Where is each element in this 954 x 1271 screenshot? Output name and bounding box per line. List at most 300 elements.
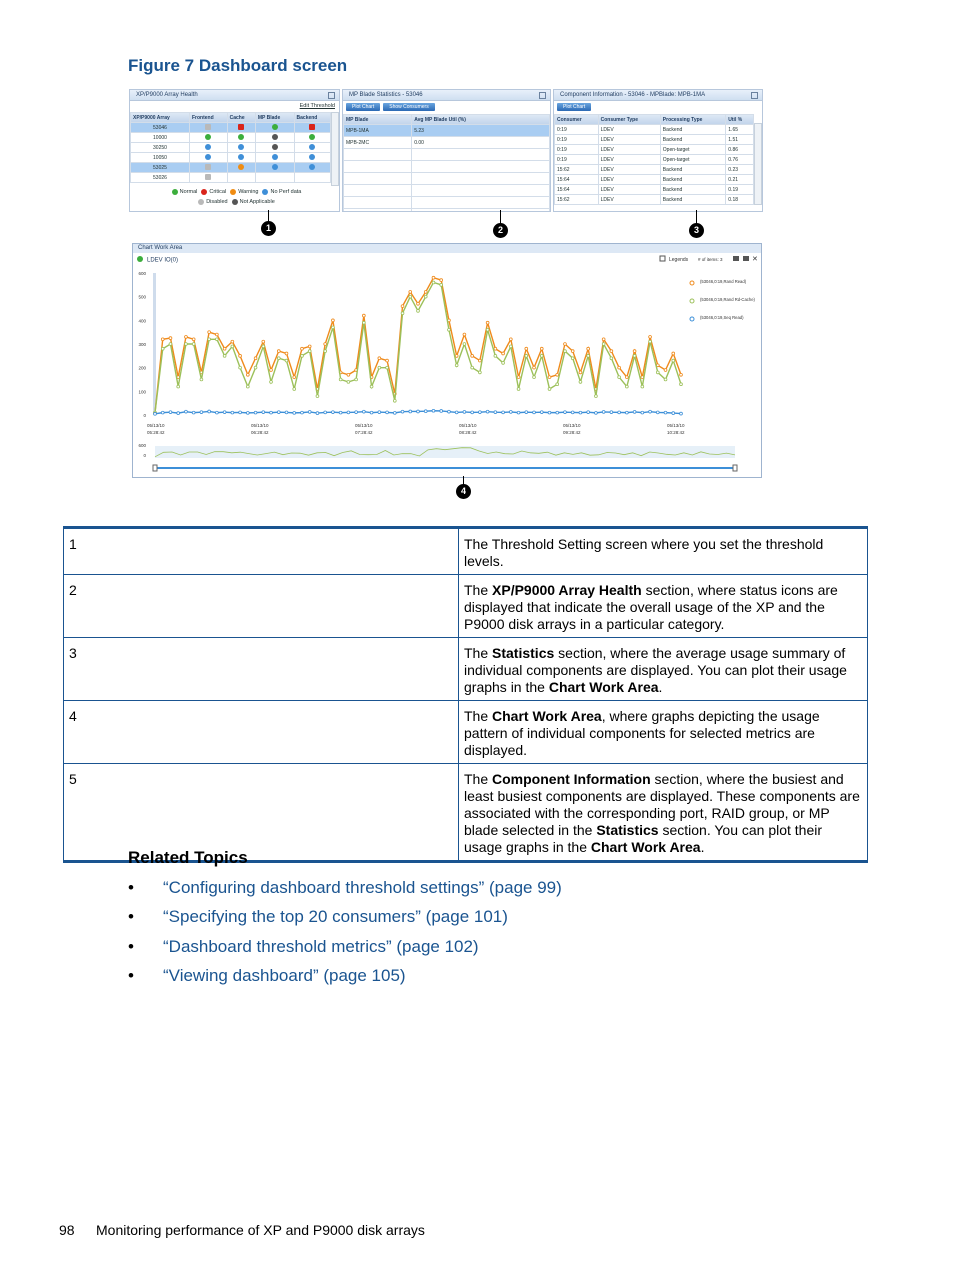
data-point <box>517 376 520 379</box>
status-cell <box>227 123 255 133</box>
legend-text: section. You can plot their usage graphs in the <box>464 822 823 855</box>
disabled-legend-icon <box>198 199 204 205</box>
bullet-icon: • <box>128 878 134 897</box>
data-point <box>540 354 543 357</box>
table-cell <box>344 185 412 197</box>
related-topic-link[interactable]: “Viewing dashboard” (page 105) <box>163 965 406 985</box>
data-point <box>417 410 420 413</box>
legend-number: 4 <box>64 701 459 764</box>
data-point <box>301 347 304 350</box>
noperf-status-icon <box>272 154 278 160</box>
legend-text: . <box>658 679 663 695</box>
items-count: # of items: 3 <box>698 257 723 262</box>
data-point <box>463 333 466 336</box>
component-scrollbar[interactable] <box>754 123 762 205</box>
na-status-icon <box>272 144 278 150</box>
column-header[interactable]: Avg MP Blade Util (%) <box>412 115 550 125</box>
data-point <box>378 366 381 369</box>
column-header[interactable]: Util % <box>726 115 754 125</box>
data-point <box>332 411 335 414</box>
data-point <box>664 369 667 372</box>
data-point <box>564 411 567 414</box>
data-point <box>169 343 172 346</box>
legend-row <box>64 575 868 638</box>
data-point <box>548 376 551 379</box>
data-point <box>649 336 652 339</box>
table-row[interactable] <box>131 123 331 133</box>
data-point <box>409 295 412 298</box>
data-point <box>602 411 605 414</box>
noperf-legend-icon <box>262 189 268 195</box>
table-row[interactable] <box>344 149 550 161</box>
y-tick-label: 600 <box>138 271 146 276</box>
table-row[interactable] <box>555 145 754 155</box>
legend-label: (53046,0:19,Seq Read) <box>700 315 744 320</box>
edit-threshold-link[interactable]: Edit Threshold <box>299 103 335 109</box>
x-tick-time: 06:28:42 <box>251 430 269 435</box>
table-cell <box>412 197 550 209</box>
disabled-status-icon <box>205 164 211 170</box>
related-topic-link[interactable]: “Specifying the top 20 consumers” (page 101) <box>163 907 508 927</box>
callout-2: 2 <box>493 223 508 238</box>
table-cell: 0:19 <box>555 135 599 145</box>
legend-bold-term: Chart Work Area <box>548 679 659 695</box>
print-icon[interactable] <box>743 256 749 261</box>
data-point <box>471 354 474 357</box>
data-point <box>556 383 559 386</box>
x-tick-time: 05:28:42 <box>147 430 165 435</box>
noperf-status-icon <box>238 154 244 160</box>
data-point <box>246 411 249 414</box>
data-point <box>301 354 304 357</box>
status-cell <box>189 173 227 183</box>
data-point <box>177 412 180 415</box>
maximize-icon[interactable] <box>539 92 546 99</box>
data-point <box>649 410 652 413</box>
health-scrollbar[interactable] <box>331 112 339 186</box>
table-row[interactable] <box>131 133 331 143</box>
data-point <box>587 347 590 350</box>
legend-bold-term: XP/P9000 Array Health <box>492 582 642 598</box>
bullet-icon: • <box>128 936 134 956</box>
related-topics-heading: Related Topics <box>128 848 248 867</box>
data-point <box>161 347 164 350</box>
na-status-icon <box>272 134 278 140</box>
data-point <box>270 369 273 372</box>
table-cell: Backend <box>660 165 725 175</box>
column-header[interactable]: MP Blade <box>344 115 412 125</box>
legend-label: (53046,0:19,Rand Rd-Cache) <box>700 297 755 302</box>
data-point <box>262 345 265 348</box>
normal-legend-icon <box>172 189 178 195</box>
data-point <box>246 373 249 376</box>
data-point <box>324 350 327 353</box>
plot-chart-button[interactable]: Plot Chart <box>557 103 591 111</box>
data-point <box>587 411 590 414</box>
status-cell <box>227 173 255 183</box>
data-point <box>301 411 304 414</box>
normal-status-icon <box>238 134 244 140</box>
data-point <box>525 347 528 350</box>
data-point <box>254 411 257 414</box>
data-point <box>664 411 667 414</box>
data-point <box>424 410 427 413</box>
data-point <box>478 359 481 362</box>
table-cell: Backend <box>660 175 725 185</box>
noperf-status-icon <box>205 144 211 150</box>
data-point <box>370 385 373 388</box>
data-point <box>448 410 451 413</box>
table-cell: 15:64 <box>555 185 599 195</box>
data-point <box>177 385 180 388</box>
data-point <box>169 337 172 340</box>
table-cell: LDEV <box>598 135 660 145</box>
data-point <box>463 343 466 346</box>
bullet-icon: • <box>128 907 134 927</box>
data-point <box>223 347 226 350</box>
column-header[interactable]: Consumer <box>555 115 599 125</box>
status-cell <box>227 153 255 163</box>
data-point <box>564 350 567 353</box>
plot-chart-button[interactable]: Plot Chart <box>346 103 380 111</box>
column-header[interactable]: Backend <box>294 113 330 123</box>
table-row[interactable] <box>344 185 550 197</box>
x-tick-time: 10:28:42 <box>667 430 685 435</box>
legend-number: 5 <box>64 764 459 862</box>
data-point <box>378 411 381 414</box>
noperf-status-icon <box>238 144 244 150</box>
data-point <box>641 411 644 414</box>
legend-description <box>459 701 868 764</box>
table-row[interactable] <box>555 165 754 175</box>
data-point <box>409 410 412 413</box>
legend-label: Critical <box>209 189 227 195</box>
data-point <box>618 366 621 369</box>
table-row[interactable] <box>131 163 331 173</box>
data-point <box>401 410 404 413</box>
data-point <box>169 411 172 414</box>
overview-strip <box>155 446 735 458</box>
table-row[interactable] <box>131 143 331 153</box>
y-tick-label: 500 <box>138 294 146 300</box>
data-point <box>571 411 574 414</box>
data-point <box>680 373 683 376</box>
data-point <box>602 343 605 346</box>
table-cell: 15:62 <box>555 195 599 205</box>
data-point <box>656 411 659 414</box>
overview-y-tick: 0 <box>143 453 146 458</box>
data-point <box>185 343 188 346</box>
status-cell <box>294 163 330 173</box>
table-cell: 0:19 <box>555 155 599 165</box>
data-point <box>215 333 218 336</box>
data-point <box>285 359 288 362</box>
data-point <box>595 411 598 414</box>
data-point <box>262 411 265 414</box>
table-cell: 15:62 <box>555 165 599 175</box>
legend-label: Warning <box>238 189 259 195</box>
legend-bold-term: Component Information <box>492 771 651 787</box>
table-row[interactable] <box>344 173 550 185</box>
range-slider-handle-left[interactable] <box>153 465 157 471</box>
x-tick-date: 05/13/10 <box>251 423 269 428</box>
table-row[interactable] <box>555 125 754 135</box>
data-point <box>471 411 474 414</box>
column-header[interactable]: Consumer Type <box>598 115 660 125</box>
table-row[interactable] <box>555 155 754 165</box>
column-header[interactable]: MP Blade <box>255 113 294 123</box>
table-row[interactable] <box>344 125 550 137</box>
column-header[interactable]: Frontend <box>189 113 227 123</box>
data-point <box>239 411 242 414</box>
status-cell <box>294 133 330 143</box>
data-point <box>432 281 435 284</box>
status-cell <box>227 133 255 143</box>
status-cell <box>294 173 330 183</box>
data-point <box>332 326 335 329</box>
table-cell: LDEV <box>598 145 660 155</box>
table-cell: Backend <box>660 125 725 135</box>
table-cell <box>344 173 412 185</box>
status-cell <box>227 163 255 173</box>
table-cell: 15:64 <box>555 175 599 185</box>
table-row[interactable] <box>344 161 550 173</box>
array-id: 53025 <box>131 163 190 173</box>
legend-bold-term: Statistics <box>596 822 659 838</box>
legend-label: Disabled <box>206 199 228 205</box>
mp-blade-panel <box>342 89 551 212</box>
data-point <box>393 399 396 402</box>
legend-bold-term: Statistics <box>492 645 555 661</box>
data-point <box>293 376 296 379</box>
legend-row <box>64 701 868 764</box>
warning-status-icon <box>238 164 244 170</box>
status-cell <box>189 163 227 173</box>
normal-status-icon <box>309 134 315 140</box>
range-slider-handle-right[interactable] <box>733 465 737 471</box>
table-row[interactable] <box>131 173 331 183</box>
data-point <box>208 331 211 334</box>
data-point <box>494 354 497 357</box>
table-row[interactable] <box>555 175 754 185</box>
data-point <box>517 388 520 391</box>
table-row[interactable] <box>344 137 550 149</box>
footer-text: Monitoring performance of XP and P9000 disk arrays <box>96 1222 425 1238</box>
table-cell <box>412 173 550 185</box>
legends-checkbox[interactable] <box>660 256 665 261</box>
legend-bold-term: Chart Work Area <box>492 708 602 724</box>
callout-line <box>500 210 501 224</box>
data-point <box>440 410 443 413</box>
data-point <box>502 352 505 355</box>
data-point <box>231 411 234 414</box>
disabled-status-icon <box>205 124 211 130</box>
legend-text: , where graphs depicting the usage pattern of individual components for selected metrics are displayed. <box>464 708 820 758</box>
x-tick-date: 05/13/10 <box>563 423 581 428</box>
data-point <box>486 328 489 331</box>
page-number: 98 <box>59 1222 75 1238</box>
table-cell: LDEV <box>598 185 660 195</box>
status-cell <box>189 143 227 153</box>
status-cell <box>294 143 330 153</box>
data-point <box>533 366 536 369</box>
x-tick-time: 08:28:42 <box>459 430 477 435</box>
column-header[interactable]: XP/P9000 Array <box>131 113 190 123</box>
maximize-icon[interactable] <box>328 92 335 99</box>
data-point <box>486 321 489 324</box>
legend-label: No Perf data <box>270 189 302 195</box>
component-info-title: Component Information - 53046 - MPBlade: MPB-1MA <box>560 92 706 98</box>
data-point <box>517 411 520 414</box>
data-point <box>401 305 404 308</box>
data-point <box>347 380 350 383</box>
data-point <box>192 411 195 414</box>
data-point <box>370 411 373 414</box>
data-point <box>424 295 427 298</box>
data-point <box>610 411 613 414</box>
data-point <box>277 357 280 360</box>
chart-background <box>133 253 761 477</box>
callout-line <box>696 210 697 224</box>
status-cell <box>294 153 330 163</box>
data-point <box>602 338 605 341</box>
related-topic-link[interactable]: “Configuring dashboard threshold settings” (page 99) <box>163 878 562 897</box>
data-point <box>664 378 667 381</box>
data-point <box>401 312 404 315</box>
array-id: 53026 <box>131 173 190 183</box>
data-point <box>455 364 458 367</box>
data-point <box>502 411 505 414</box>
data-point <box>649 340 652 343</box>
data-point <box>672 352 675 355</box>
data-point <box>231 345 234 348</box>
status-cell <box>255 133 294 143</box>
data-point <box>386 411 389 414</box>
data-point <box>440 283 443 286</box>
warning-legend-icon <box>230 189 236 195</box>
data-point <box>223 411 226 414</box>
data-point <box>432 409 435 412</box>
data-point <box>509 345 512 348</box>
legend-text: The <box>464 645 493 661</box>
y-tick-label: 0 <box>143 413 146 418</box>
legend-row <box>64 528 868 575</box>
data-point <box>231 340 234 343</box>
data-point <box>347 411 350 414</box>
x-tick-date: 05/13/10 <box>147 423 165 428</box>
table-cell <box>412 209 550 213</box>
data-point <box>362 321 365 324</box>
legend-label: Not Applicable <box>239 199 275 205</box>
data-point <box>262 340 265 343</box>
legend-marker <box>690 299 694 303</box>
data-point <box>656 371 659 374</box>
legend-text: The <box>464 771 493 787</box>
data-point <box>154 412 157 415</box>
table-cell <box>412 185 550 197</box>
data-point <box>556 373 559 376</box>
figure-title: Figure 7 Dashboard screen <box>128 56 348 75</box>
show-consumers-button[interactable]: Show Consumers <box>383 103 434 111</box>
y-tick-label: 200 <box>138 365 146 371</box>
legend-text: The <box>464 708 493 724</box>
legend-text: The Threshold Setting screen where you set the threshold levels. <box>464 536 824 569</box>
close-icon[interactable]: ✕ <box>752 256 758 263</box>
table-cell: 1.51 <box>726 135 754 145</box>
data-point <box>633 350 636 353</box>
legend-label: Normal <box>179 189 198 195</box>
data-point <box>509 411 512 414</box>
data-point <box>270 380 273 383</box>
legend-label: (53046,0:19,Rand Read) <box>700 279 747 284</box>
x-tick-date: 05/13/10 <box>459 423 477 428</box>
related-topic-link[interactable]: “Dashboard threshold metrics” (page 102) <box>163 936 479 956</box>
table-cell: 0.76 <box>726 155 754 165</box>
table-row[interactable] <box>344 209 550 213</box>
export-icon[interactable] <box>733 256 739 261</box>
column-header[interactable]: Processing Type <box>660 115 725 125</box>
table-cell: Open-target <box>660 155 725 165</box>
data-point <box>347 373 350 376</box>
column-header[interactable]: Cache <box>227 113 255 123</box>
status-cell <box>255 143 294 153</box>
table-cell <box>344 161 412 173</box>
data-point <box>316 412 319 415</box>
data-point <box>424 291 427 294</box>
data-point <box>502 362 505 365</box>
table-cell: 0.86 <box>726 145 754 155</box>
data-point <box>332 319 335 322</box>
table-cell <box>412 149 550 161</box>
data-point <box>564 343 567 346</box>
table-row[interactable] <box>555 135 754 145</box>
maximize-icon[interactable] <box>751 92 758 99</box>
data-point <box>185 410 188 413</box>
disabled-status-icon <box>205 174 211 180</box>
data-point <box>417 302 420 305</box>
x-tick-time: 09:28:42 <box>563 430 581 435</box>
legend-text: section, where the average usage summary of individual components are displayed. You can plot their usage graphs in the <box>464 645 847 695</box>
table-cell: Open-target <box>660 145 725 155</box>
data-point <box>633 411 636 414</box>
array-id: 53046 <box>131 123 190 133</box>
legend-description <box>459 764 868 862</box>
table-cell: LDEV <box>598 195 660 205</box>
table-cell: Backend <box>660 135 725 145</box>
table-row[interactable] <box>131 153 331 163</box>
table-cell: MPB-1MA <box>344 125 412 137</box>
legend-description <box>459 575 868 638</box>
legend-bold-term: Chart Work Area <box>590 839 701 855</box>
table-cell: LDEV <box>598 175 660 185</box>
table-row[interactable] <box>555 195 754 205</box>
table-row[interactable] <box>344 197 550 209</box>
data-point <box>293 411 296 414</box>
data-point <box>625 385 628 388</box>
data-point <box>548 388 551 391</box>
data-point <box>161 411 164 414</box>
table-row[interactable] <box>555 185 754 195</box>
data-point <box>463 411 466 414</box>
mp-table <box>343 114 550 212</box>
data-point <box>200 411 203 414</box>
data-point <box>324 343 327 346</box>
callout-legend-table <box>63 526 868 863</box>
status-cell <box>255 163 294 173</box>
array-id: 10050 <box>131 153 190 163</box>
table-cell: LDEV <box>598 155 660 165</box>
legend-number: 2 <box>64 575 459 638</box>
